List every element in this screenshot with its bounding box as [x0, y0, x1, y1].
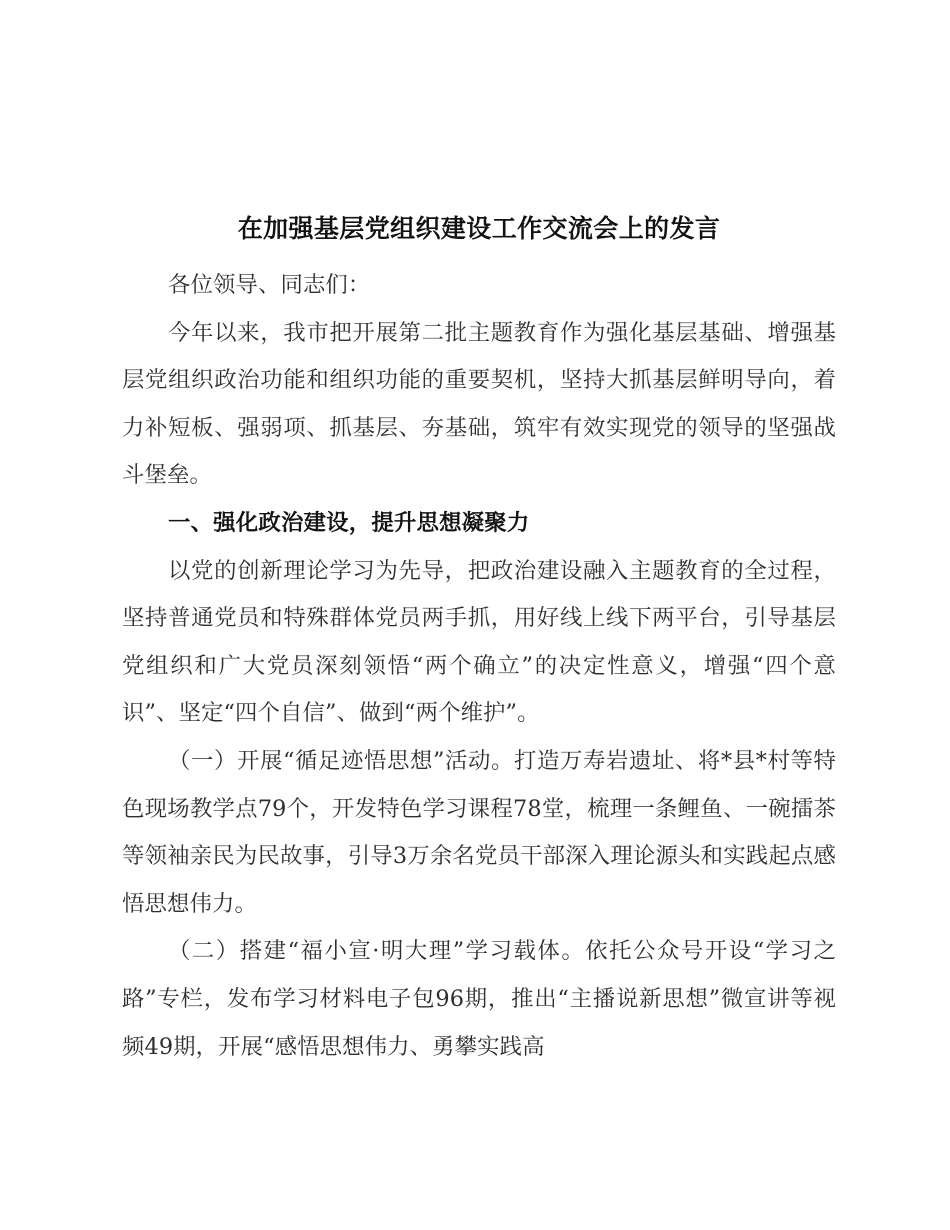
- document-content: [122, 212, 836, 1071]
- subsection-one-paragraph: （一）开展“循足迹悟思想”活动。打造万寿岩遗址、将*县*村等特色现场教学点79个，开发特色学习课程78堂，梳理一条鲤鱼、一碗擂茶等领袖亲民为民故事，引导3万余名党员干部深入理论源头和实践起点感悟思想伟力。: [122, 747, 836, 917]
- salutation-line: 各位领导、同志们：: [168, 272, 371, 298]
- section-one-intro-paragraph: 以党的创新理论学习为先导，把政治建设融入主题教育的全过程，坚持普通党员和特殊群体党员两手抓，用好线上线下两平台，引导基层党组织和广大党员深刻领悟“两个确立”的决定性意义，增强“四个意识”、坚定“四个自信”、做到“两个维护”。: [122, 557, 836, 727]
- subsection-two-paragraph: （二）搭建“福小宣·明大理”学习载体。依托公众号开设“学习之路”专栏，发布学习材料电子包96期，推出“主播说新思想”微宣讲等视频49期，开展“感悟思想伟力、勇攀实践高: [122, 938, 836, 1060]
- opening-paragraph: 今年以来，我市把开展第二批主题教育作为强化基层基础、增强基层党组织政治功能和组织功能的重要契机，坚持大抓基层鲜明导向，着力补短板、强弱项、抓基层、夯基础，筑牢有效实现党的领导的坚强战斗堡垒。: [122, 319, 836, 489]
- section-heading-one: 一、强化政治建设，提升思想凝聚力: [168, 509, 530, 536]
- page-title: 在加强基层党组织建设工作交流会上的发言: [237, 214, 721, 243]
